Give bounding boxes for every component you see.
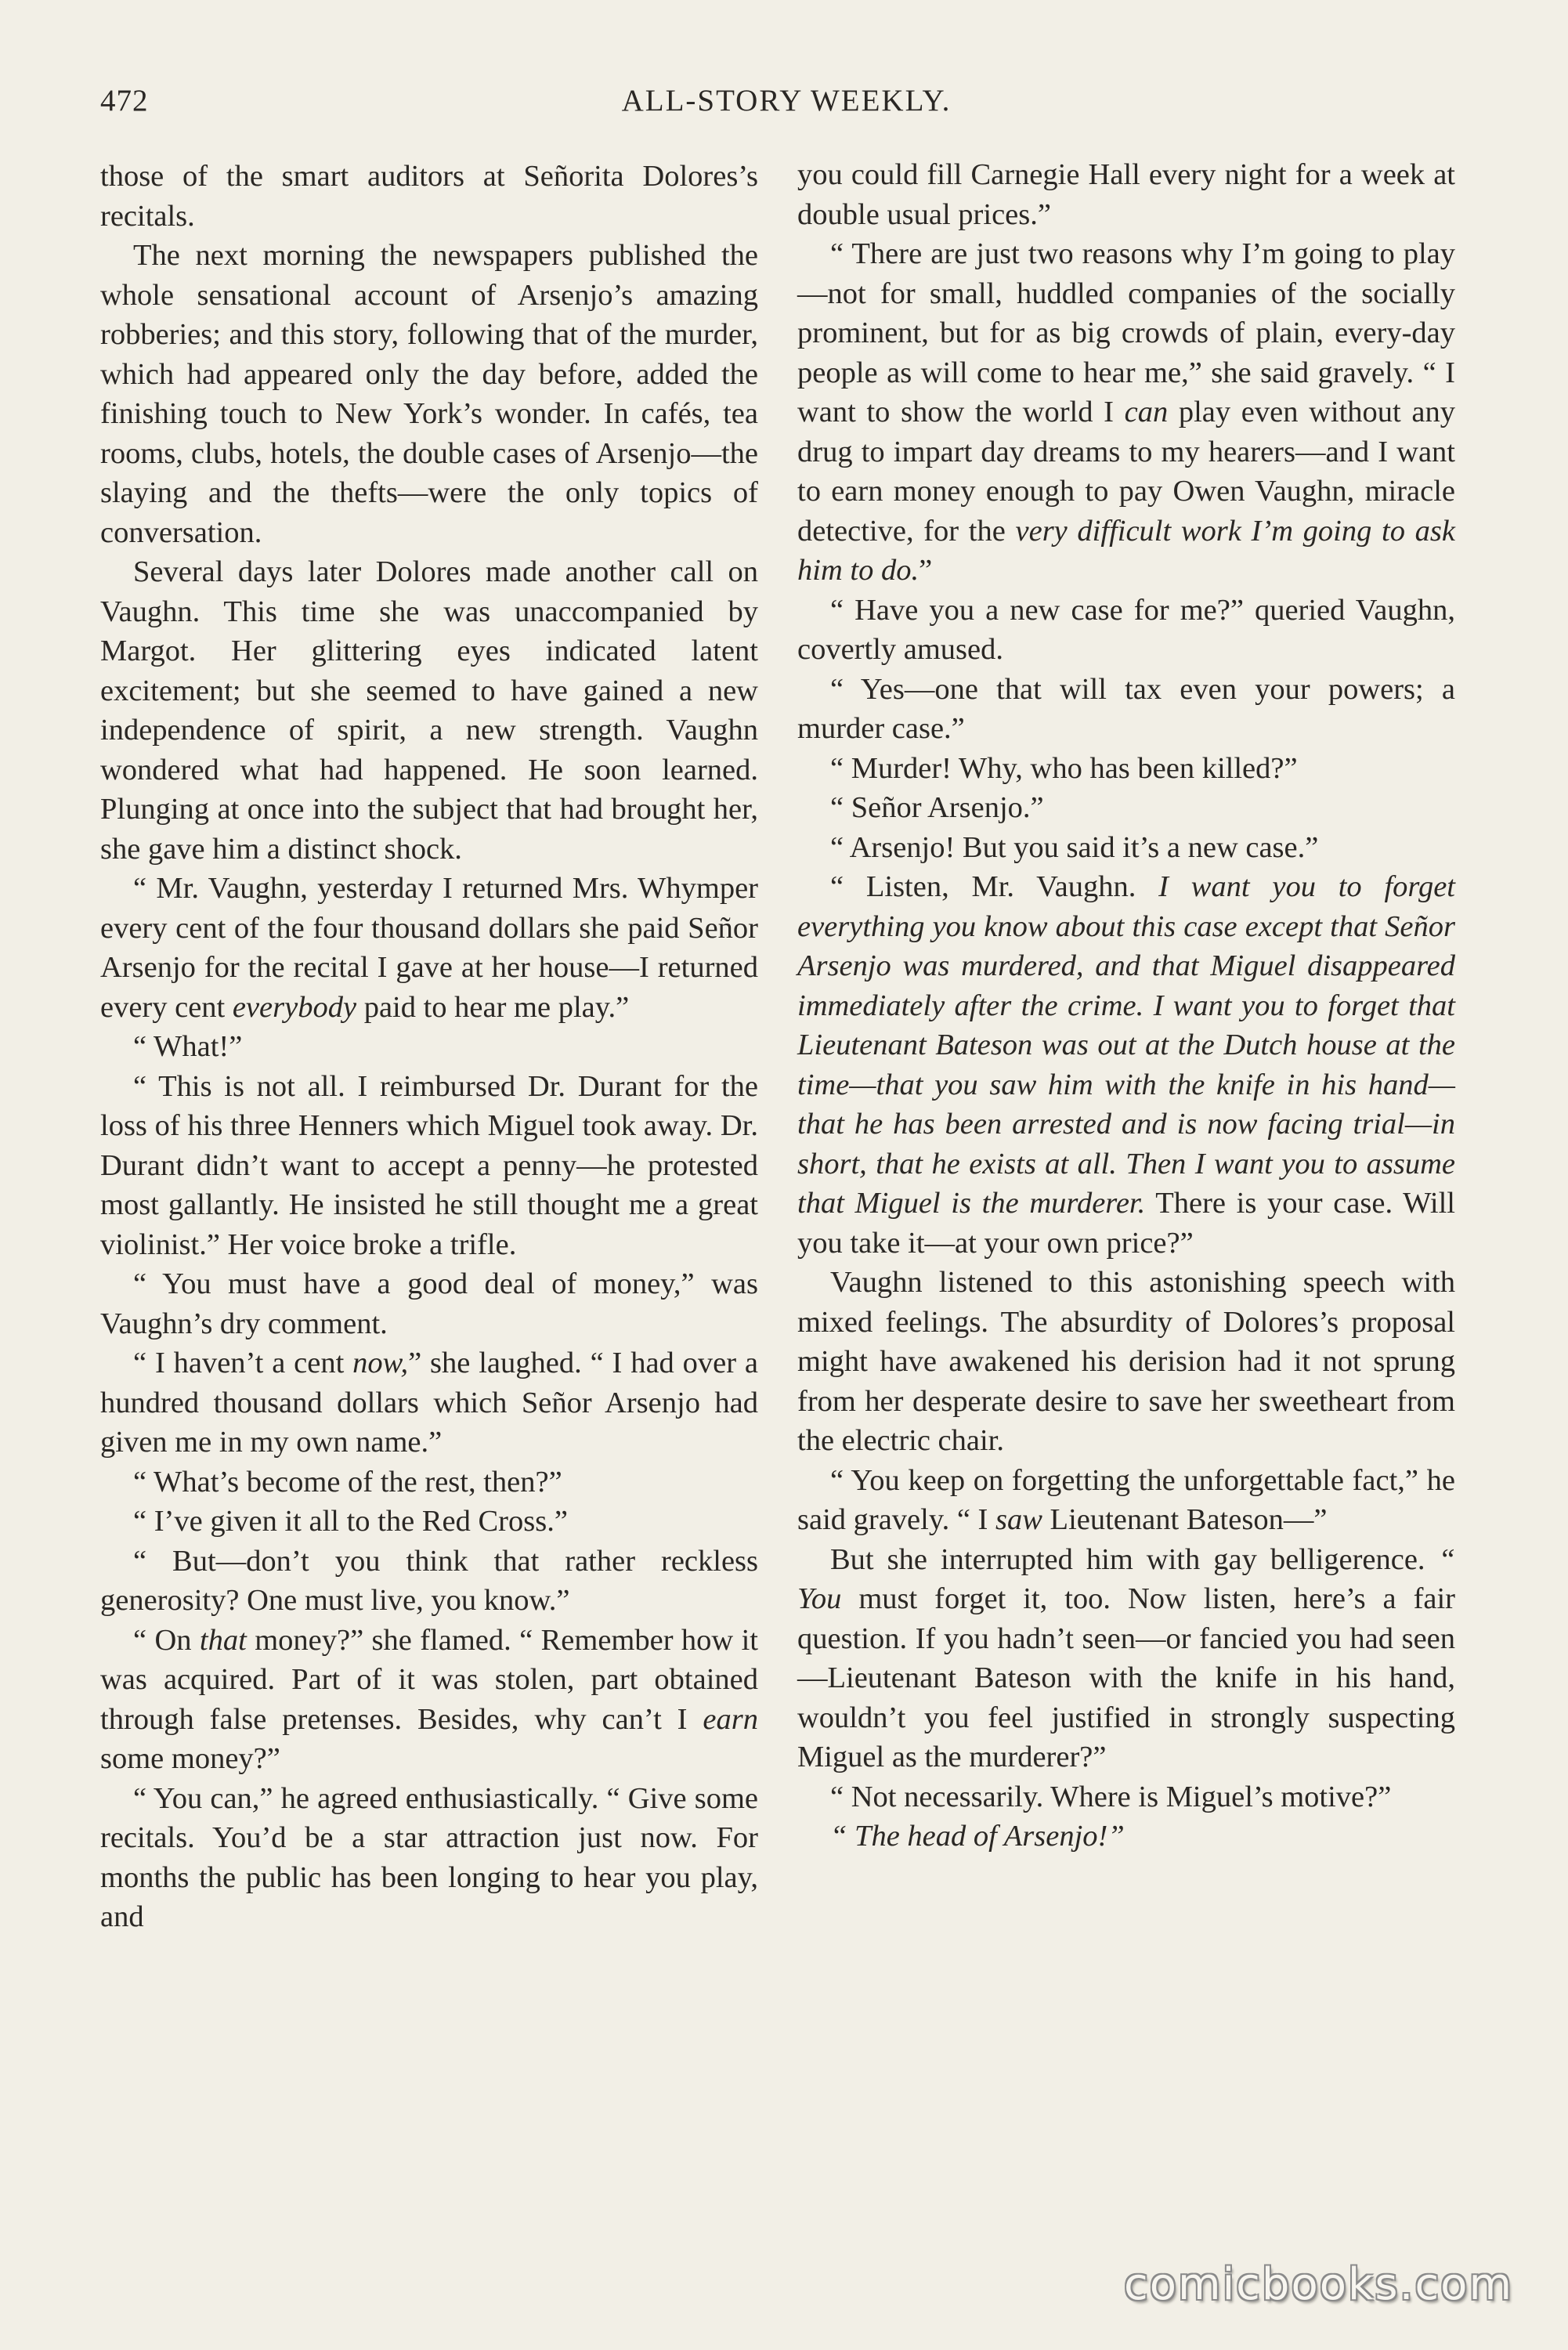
paragraph: “ Murder! Why, who has been killed?” (830, 751, 1298, 785)
paragraph: “ Yes—one that will tax even your powers; a murder case.” (797, 672, 1455, 745)
paragraph: But she interrupted him with gay belligerence. “ You must forget it, too. Now listen, here’s a fair question. If you hadn’t seen—or fancied you had seen—Lieutenant Bateson with the knife in his hand, wouldn’t you feel justified in strongly suspecting Miguel as the murderer?” (797, 1542, 1455, 1773)
paragraph: “ I’ve given it all to the Red Cross.” (133, 1505, 568, 1538)
watermark-logo: comicbooks.com (1123, 2259, 1513, 2310)
paragraph: “ Mr. Vaughn, yesterday I returned Mrs. Whymper every cent of the four thousand dollars she paid Señor Arsenjo for the recital I gave at her house—I returned every cent everybody paid to hear me play.” (100, 872, 758, 1024)
paragraph: The next morning the newspapers published the whole sensational account of Arsenjo’s amazing robberies; and this story, following that of the murder, which had appeared only the day before, added the finishing touch to New York’s wonder. In cafés, tea rooms, clubs, hotels, the double cases of Arsenjo—the slaying and the thefts—were the only topics of conversation. (100, 239, 758, 549)
paragraph: Several days later Dolores made another call on Vaughn. This time she was unaccompanied by Margot. Her glittering eyes indicated latent excitement; but she seemed to have gained a new independence of spirit, a new strength. Vaughn wondered what had happened. He soon learned. Plunging at once into the subject that had brought her, she gave him a distinct shock. (100, 555, 758, 866)
paragraph: “ This is not all. I reimbursed Dr. Durant for the loss of his three Henners which Miguel took away. Dr. Durant didn’t want to accept a penny—he protested most gallantly. He insisted he still thought me a great violinist.” Her voice broke a trifle. (100, 1069, 758, 1261)
paragraph: “ But—don’t you think that rather reckless generosity? One must live, you know.” (100, 1544, 758, 1617)
paragraph: “ You can,” he agreed enthusiastically. “ Give some recitals. You’d be a star attraction just now. For months the public has been longing to hear you play, and (100, 1781, 758, 1933)
paragraph: “ I haven’t a cent now,” she laughed. “ I had over a hundred thousand dollars which Señor Arsenjo had given me in my own name.” (100, 1347, 758, 1459)
paragraph: those of the smart auditors at Señorita Dolores’s recitals. (100, 160, 758, 233)
page-number: 472 (100, 84, 149, 118)
paragraph: you could fill Carnegie Hall every night for a week at double usual prices.” (797, 158, 1455, 231)
paragraph: “ What!” (133, 1030, 243, 1063)
paragraph: “ Have you a new case for me?” queried Vaughn, covertly amused. (797, 593, 1455, 666)
paragraph: “ Arsenjo! But you said it’s a new case.” (830, 830, 1319, 864)
paragraph: “ You must have a good deal of money,” was Vaughn’s dry comment. (100, 1267, 758, 1340)
paragraph: “ Not necessarily. Where is Miguel’s motive?” (830, 1780, 1392, 1813)
paragraph: “ There are just two reasons why I’m going to play—not for small, huddled companies of the socially prominent, but for as big crowds of plain, every-day people as will come to hear me,” she said gravely. “ I want to show the world I can play even without any drug to impart day dreams to my hearers—and I want to earn money enough to pay Owen Vaughn, miracle detective, for the very difficult work I’m going to ask him to do.” (797, 237, 1455, 587)
paragraph: “ What’s become of the rest, then?” (133, 1465, 562, 1499)
paragraph: “ You keep on forgetting the unforgettable fact,” he said gravely. “ I saw Lieutenant Bateson—” (797, 1463, 1455, 1536)
paragraph: “ Listen, Mr. Vaughn. I want you to forget everything you know about this case except that Señor Arsenjo was murdered, and that Miguel disappeared immediately after the crime. I want you to forget that Lieutenant Bateson was out at the Dutch house at the time—that you saw him with the knife in his hand—that he has been arrested and is now facing trial—in short, that he exists at all. Then I want you to assume that Miguel is the murderer. There is your case. Will you take it—at your own price?” (797, 870, 1455, 1260)
paragraph: “ Señor Arsenjo.” (830, 791, 1044, 824)
paragraph: “ The head of Arsenjo!” (830, 1820, 1125, 1853)
left-column (100, 157, 758, 1937)
page-header (100, 83, 1472, 130)
magazine-title: ALL-STORY WEEKLY. (621, 84, 952, 118)
paragraph: Vaughn listened to this astonishing speech with mixed feelings. The absurdity of Dolores’s proposal might have awakened his derision had it not sprung from her desperate desire to save her sweetheart from the electric chair. (797, 1266, 1455, 1457)
paragraph: “ On that money?” she flamed. “ Remember how it was acquired. Part of it was stolen, part obtained through false pretenses. Besides, why can’t I earn some money?” (100, 1623, 758, 1775)
right-column (797, 155, 1455, 1856)
